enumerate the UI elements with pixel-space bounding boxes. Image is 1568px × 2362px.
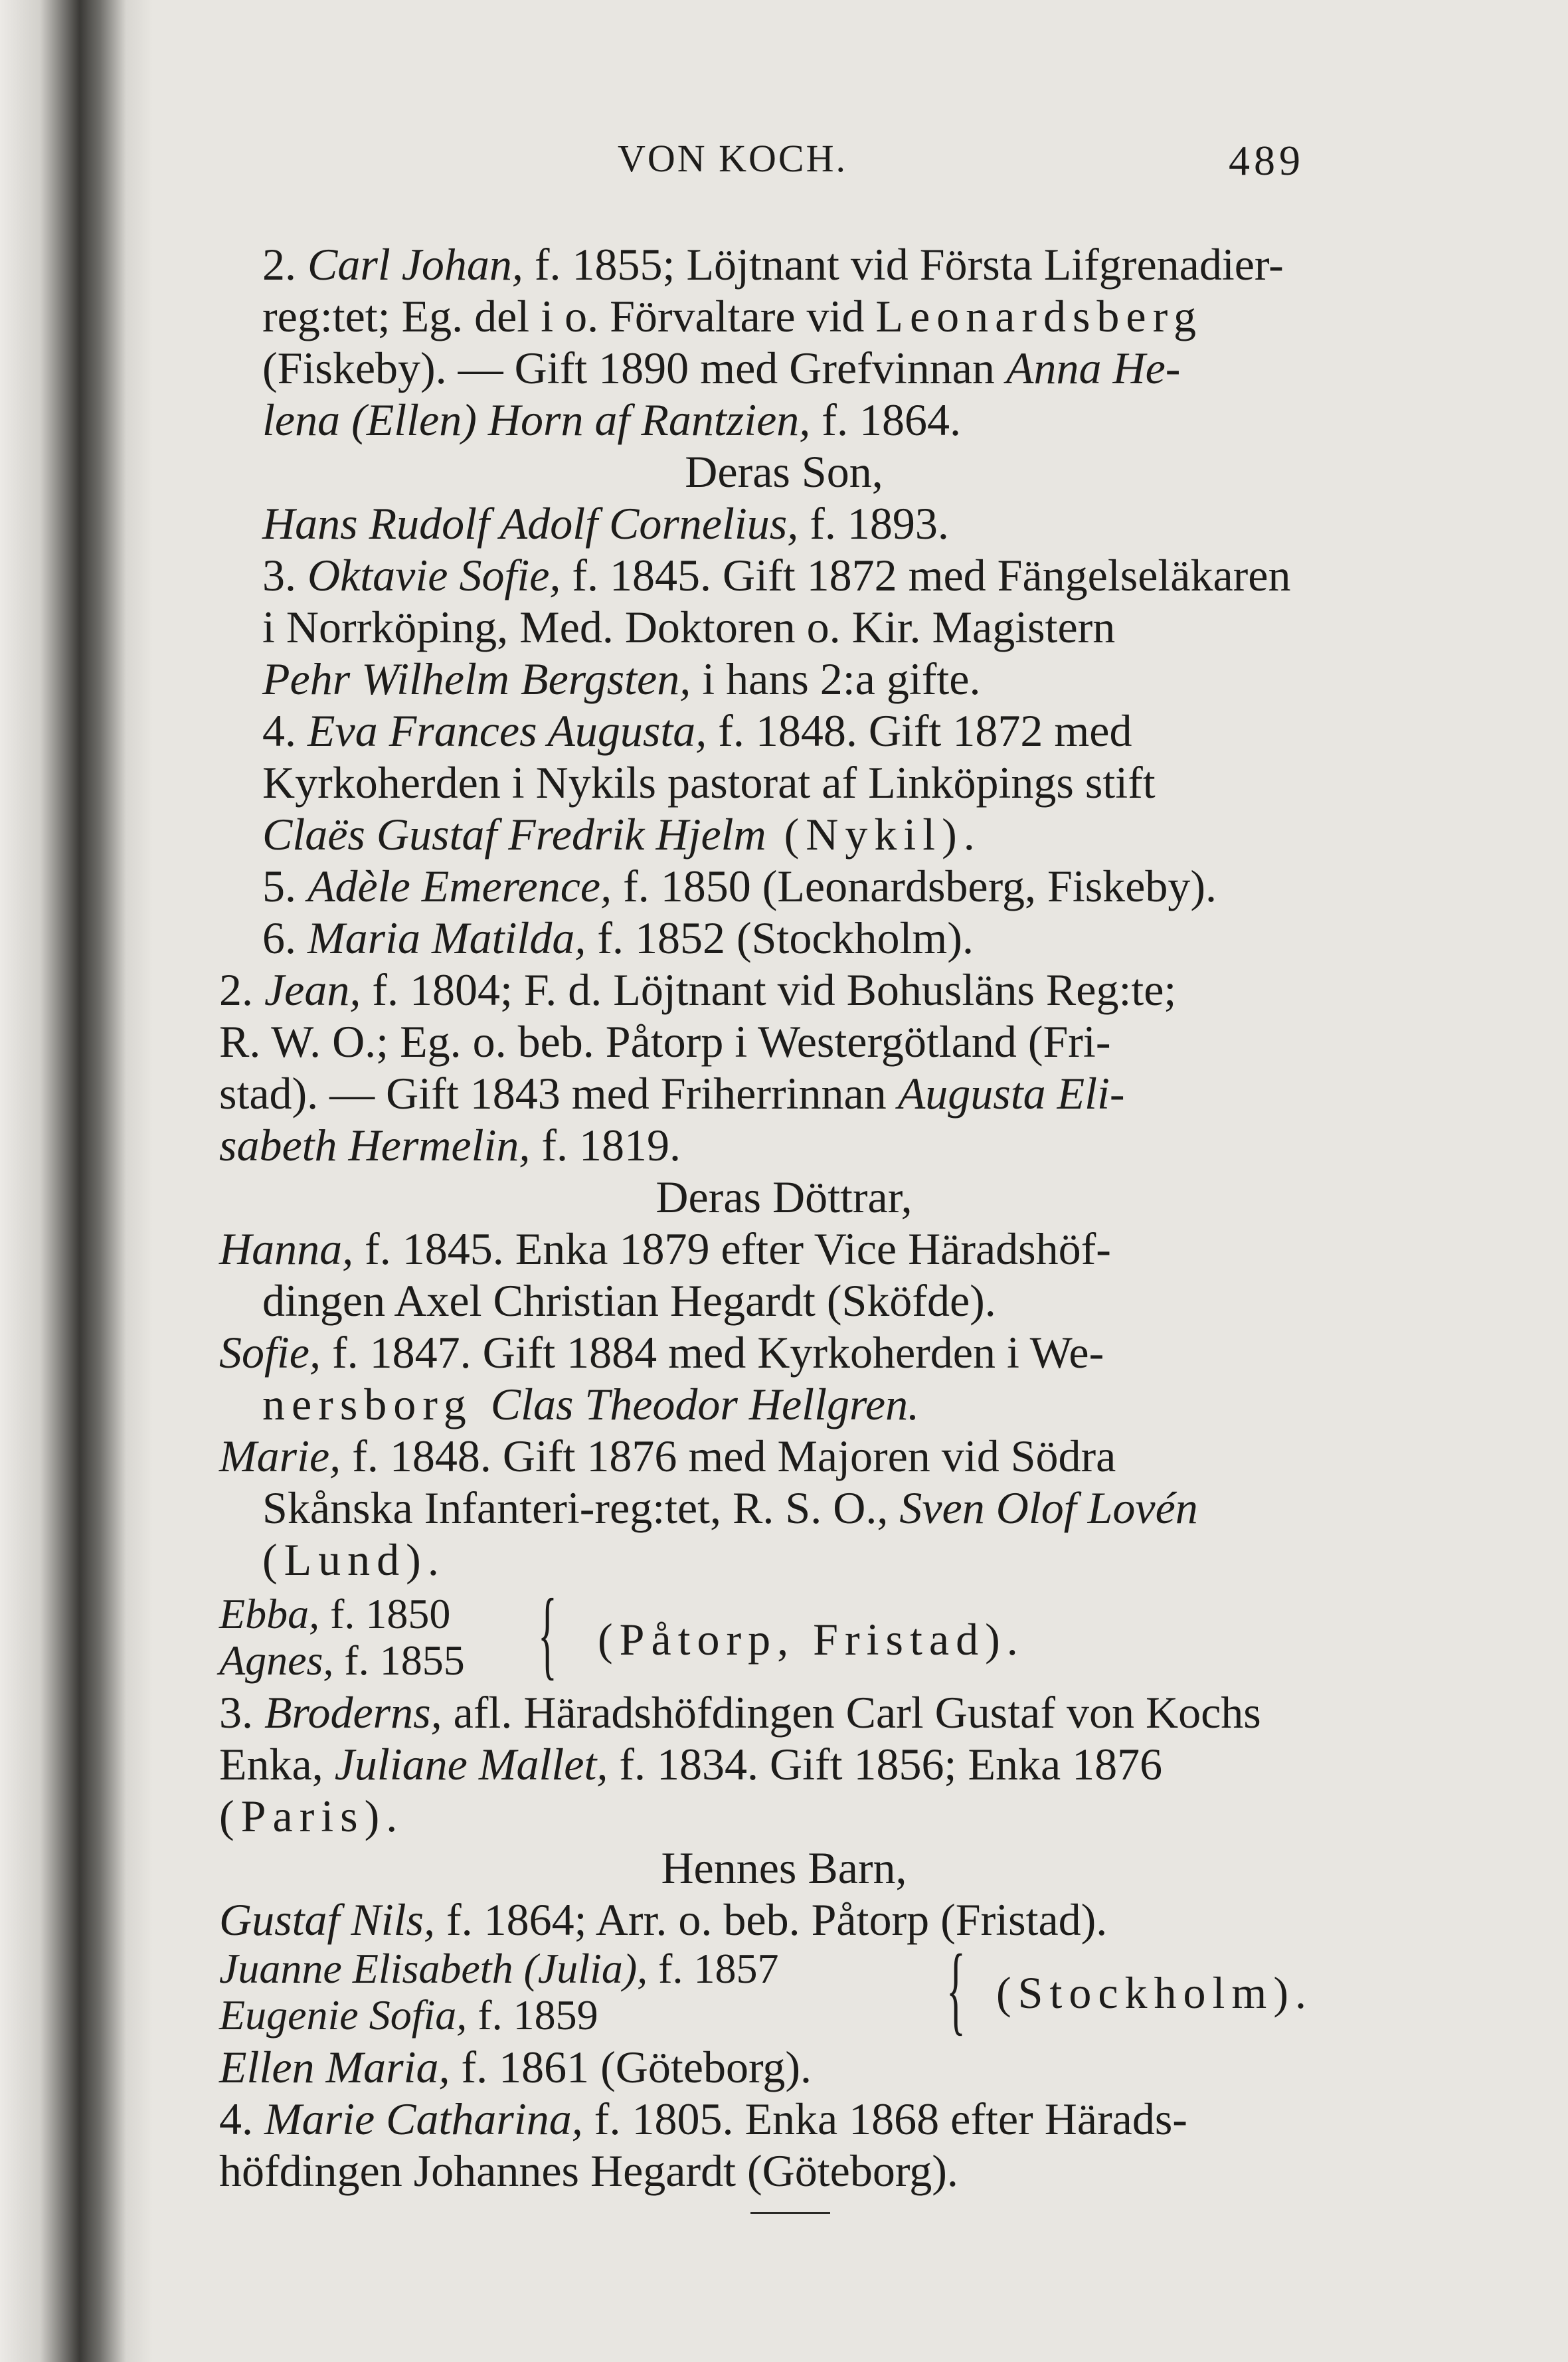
text-line: 3. Broderns, afl. Häradshöfdingen Carl Gustaf von Kochs [219,1687,1261,1738]
text-line: Sofie, f. 1847. Gift 1884 med Kyrkoherden i We- [219,1327,1104,1378]
text-line: 2. Carl Johan, f. 1855; Löjtnant vid Första Lifgrenadier- [262,239,1284,290]
page-number: 489 [1229,137,1304,184]
text-line: Gustaf Nils, f. 1864; Arr. o. beb. Påtorp (Fristad). [219,1894,1108,1945]
end-rule [750,2212,830,2214]
text-line: R. W. O.; Eg. o. beb. Påtorp i Westergötland (Fri- [219,1016,1111,1067]
brace-glyph: { [946,1934,966,2044]
text-line: Claës Gustaf Fredrik Hjelm (Nykil). [262,809,982,860]
text-line: Juanne Elisabeth (Julia), f. 1857 [219,1945,779,1992]
text-line: höfdingen Johannes Hegardt (Göteborg). [219,2145,958,2196]
text-line: Ebba, f. 1850 [219,1590,451,1637]
text-line: Eugenie Sofia, f. 1859 [219,1991,598,2039]
brace-glyph: { [538,1579,557,1689]
text-line: (Paris). [219,1791,404,1841]
text-line: Ellen Maria, f. 1861 (Göteborg). [219,2042,812,2092]
sub-heading: Deras Döttrar, [655,1172,913,1222]
text-line: Hans Rudolf Adolf Cornelius, f. 1893. [262,498,949,549]
text-line: nersborg Clas Theodor Hellgren. [262,1379,920,1429]
text-line: dingen Axel Christian Hegardt (Sköfde). [262,1275,996,1326]
text-line: 3. Oktavie Sofie, f. 1845. Gift 1872 med Fängelseläkaren [262,550,1291,600]
text-line: Enka, Juliane Mallet, f. 1834. Gift 1856; Enka 1876 [219,1739,1163,1789]
text-line: Kyrkoherden i Nykils pastorat af Linköpings stift [262,757,1156,808]
text-line: (Stockholm). [996,1967,1313,2018]
text-line: (Fiskeby). — Gift 1890 med Grefvinnan Anna He- [262,343,1181,393]
text-line: 6. Maria Matilda, f. 1852 (Stockholm). [262,913,974,963]
running-title: VON KOCH. [618,137,847,180]
text-line: Hanna, f. 1845. Enka 1879 efter Vice Häradshöf- [219,1224,1111,1274]
text-line: 2. Jean, f. 1804; F. d. Löjtnant vid Bohusläns Reg:te; [219,964,1177,1015]
text-line: Marie, f. 1848. Gift 1876 med Majoren vid Södra [219,1431,1116,1481]
text-line: lena (Ellen) Horn af Rantzien, f. 1864. [262,395,961,445]
text-line: i Norrköping, Med. Doktoren o. Kir. Magistern [262,602,1116,652]
sub-heading: Deras Son, [685,446,883,497]
text-line: reg:tet; Eg. del i o. Förvaltare vid Leonardsberg [262,291,1203,341]
text-line: sabeth Hermelin, f. 1819. [219,1120,681,1170]
text-line: 4. Eva Frances Augusta, f. 1848. Gift 1872 med [262,705,1132,756]
text-line: (Lund). [262,1534,446,1585]
text-line: stad). — Gift 1843 med Friherrinnan Augusta Eli- [219,1068,1125,1119]
text-line: 5. Adèle Emerence, f. 1850 (Leonardsberg, Fiskeby). [262,861,1217,911]
text-line: Skånska Infanteri-reg:tet, R. S. O., Sven Olof Lovén [262,1483,1198,1533]
sub-heading: Hennes Barn, [661,1843,907,1893]
text-line: Agnes, f. 1855 [219,1637,465,1684]
text-line: 4. Marie Catharina, f. 1805. Enka 1868 efter Härads- [219,2094,1187,2144]
text-line: (Påtorp, Fristad). [598,1614,1025,1665]
text-line: Pehr Wilhelm Bergsten, i hans 2:a gifte. [262,654,981,704]
